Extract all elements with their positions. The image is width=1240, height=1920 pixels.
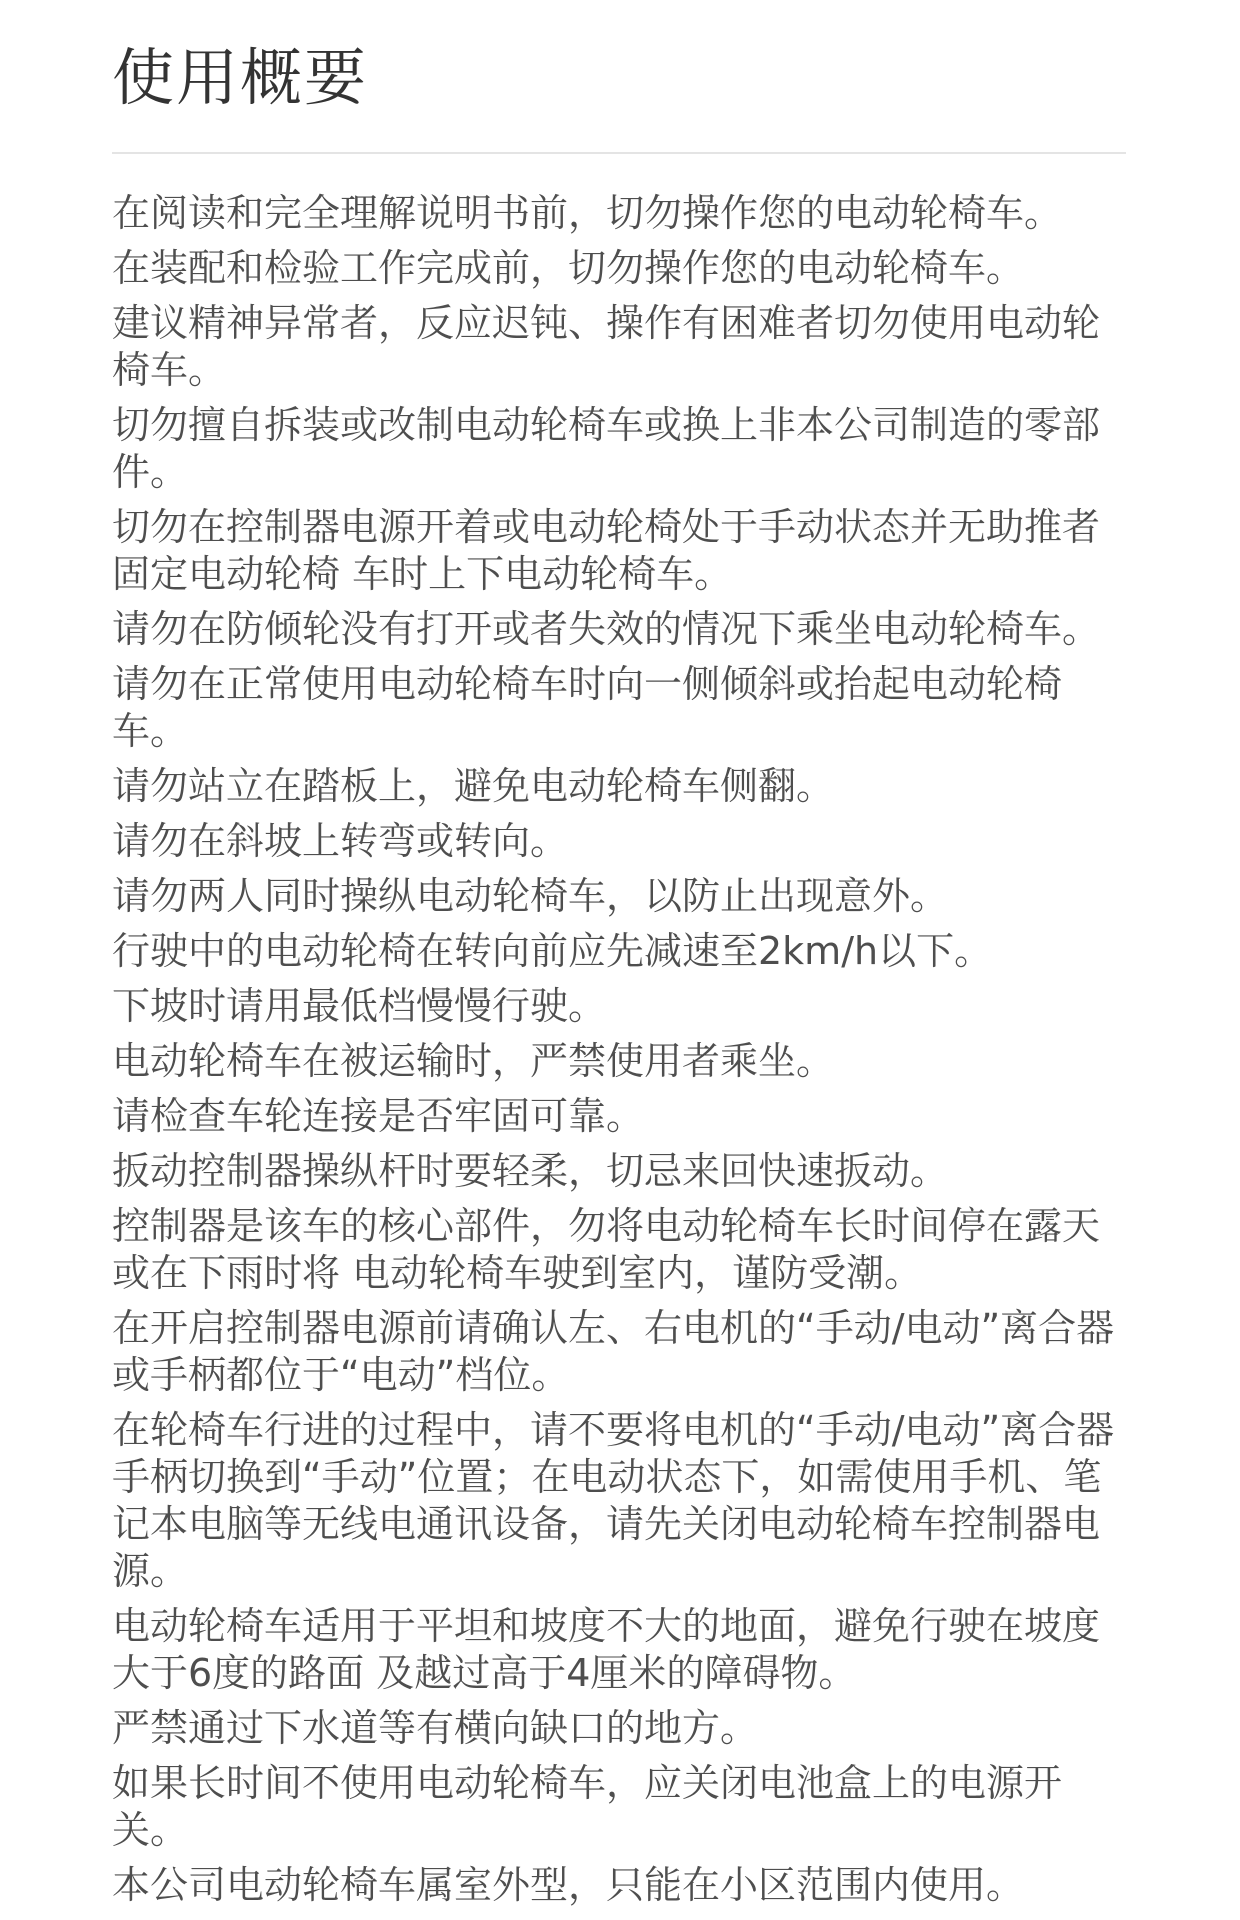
title-divider: [112, 152, 1126, 154]
guideline-item: 请勿两人同时操纵电动轮椅车，以防止出现意外。: [112, 874, 949, 918]
guideline-item: 请检查车轮连接是否牢固可靠。: [112, 1094, 645, 1138]
guideline-item: 请勿在斜坡上转弯或转向。: [112, 819, 569, 863]
guideline-item: 严禁通过下水道等有横向缺口的地方。: [112, 1706, 759, 1750]
guideline-item: 本公司电动轮椅车属室外型，只能在小区范围内使用。: [112, 1863, 1025, 1907]
guideline-item: 控制器是该车的核心部件，勿将电动轮椅车长时间停在露天或在下雨时将 电动轮椅车驶到室内，谨防受潮。: [112, 1204, 1101, 1295]
guideline-item: 在开启控制器电源前请确认左、右电机的“手动/电动”离合器或手柄都位于“电动”档位。: [112, 1306, 1115, 1397]
guideline-item: 下坡时请用最低档慢慢行驶。: [112, 984, 607, 1028]
guideline-item: 请勿在防倾轮没有打开或者失效的情况下乘坐电动轮椅车。: [112, 607, 1101, 651]
guideline-item: 在轮椅车行进的过程中，请不要将电机的“手动/电动”离合器手柄切换到“手动”位置；在电动状态下，如需使用手机、笔记本电脑等无线电通讯设备，请先关闭电动轮椅车控制器电源。: [112, 1408, 1115, 1593]
guideline-list: [112, 190, 1132, 1917]
guideline-item: 建议精神异常者，反应迟钝、操作有困难者切勿使用电动轮椅车。: [112, 301, 1101, 392]
guideline-item: 电动轮椅车适用于平坦和坡度不大的地面，避免行驶在坡度大于6度的路面 及越过高于4厘米的障碍物。: [112, 1604, 1101, 1695]
guideline-item: 电动轮椅车在被运输时，严禁使用者乘坐。: [112, 1039, 835, 1083]
guideline-item: 切勿在控制器电源开着或电动轮椅处于手动状态并无助推者固定电动轮椅 车时上下电动轮椅车。: [112, 505, 1101, 596]
guideline-item: 行驶中的电动轮椅在转向前应先减速至2km/h以下。: [112, 929, 993, 973]
guideline-item: 如果长时间不使用电动轮椅车，应关闭电池盒上的电源开关。: [112, 1761, 1063, 1852]
guideline-item: 在阅读和完全理解说明书前，切勿操作您的电动轮椅车。: [112, 191, 1063, 235]
page-title: 使用概要: [112, 41, 369, 114]
guideline-item: 切勿擅自拆装或改制电动轮椅车或换上非本公司制造的零部件。: [112, 403, 1101, 494]
guideline-item: 在装配和检验工作完成前，切勿操作您的电动轮椅车。: [112, 246, 1025, 290]
guideline-item: 请勿站立在踏板上，避免电动轮椅车侧翻。: [112, 764, 835, 808]
guideline-item: 扳动控制器操纵杆时要轻柔，切忌来回快速扳动。: [112, 1149, 949, 1193]
guideline-item: 请勿在正常使用电动轮椅车时向一侧倾斜或抬起电动轮椅车。: [112, 662, 1063, 753]
